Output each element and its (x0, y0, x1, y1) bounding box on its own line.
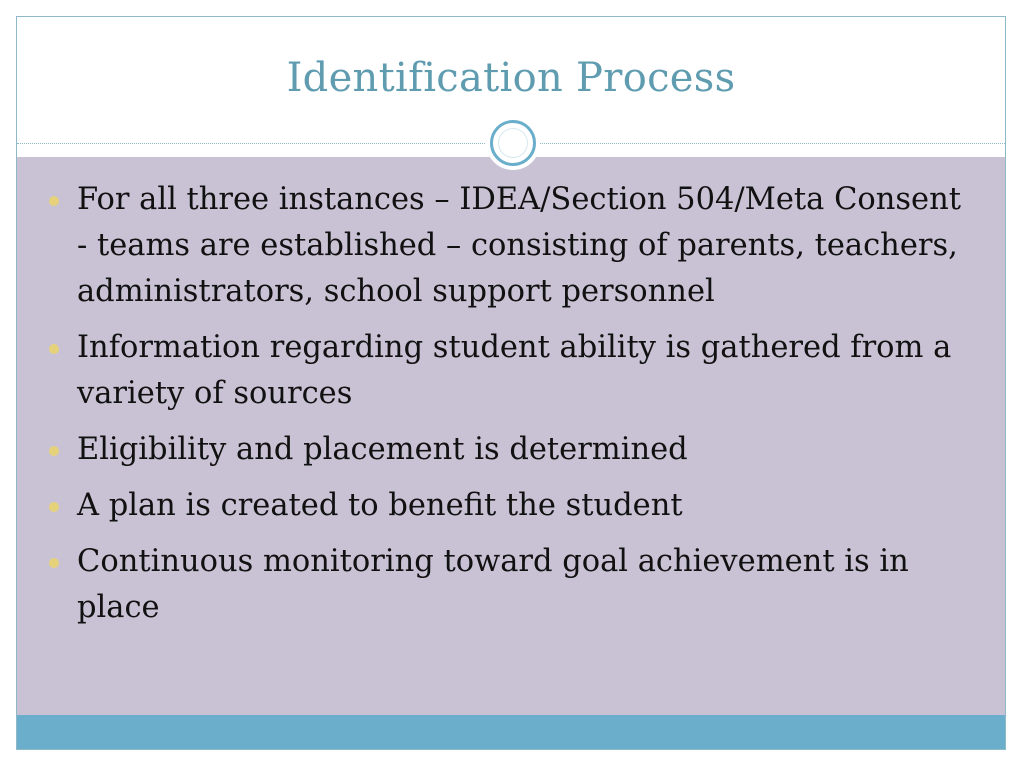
divider-ring-icon (486, 116, 540, 170)
bullet-item (45, 177, 965, 315)
ring-outer (490, 120, 536, 166)
bullet-item (45, 539, 965, 631)
bullet-text: Eligibility and placement is determined (77, 432, 688, 467)
bullet-dot-icon (49, 558, 59, 568)
bullet-list (45, 177, 965, 641)
bullet-item (45, 427, 965, 473)
bullet-text: A plan is created to benefit the student (77, 488, 683, 523)
bullet-item (45, 483, 965, 529)
bullet-item (45, 325, 965, 417)
bullet-dot-icon (49, 446, 59, 456)
bullet-dot-icon (49, 502, 59, 512)
bullet-text: Information regarding student ability is gathered from a variety of sources (77, 330, 952, 411)
slide (16, 16, 1006, 750)
bullet-dot-icon (49, 344, 59, 354)
bullet-text: For all three instances – IDEA/Section 504/Meta Consent - teams are established – consisting of parents, teachers, administrators, school support personnel (77, 182, 962, 309)
footer-bar (17, 715, 1005, 749)
bullet-text: Continuous monitoring toward goal achievement is in place (77, 544, 909, 625)
ring-inner (498, 128, 528, 158)
slide-title: Identification Process (286, 55, 736, 101)
bullet-dot-icon (49, 196, 59, 206)
